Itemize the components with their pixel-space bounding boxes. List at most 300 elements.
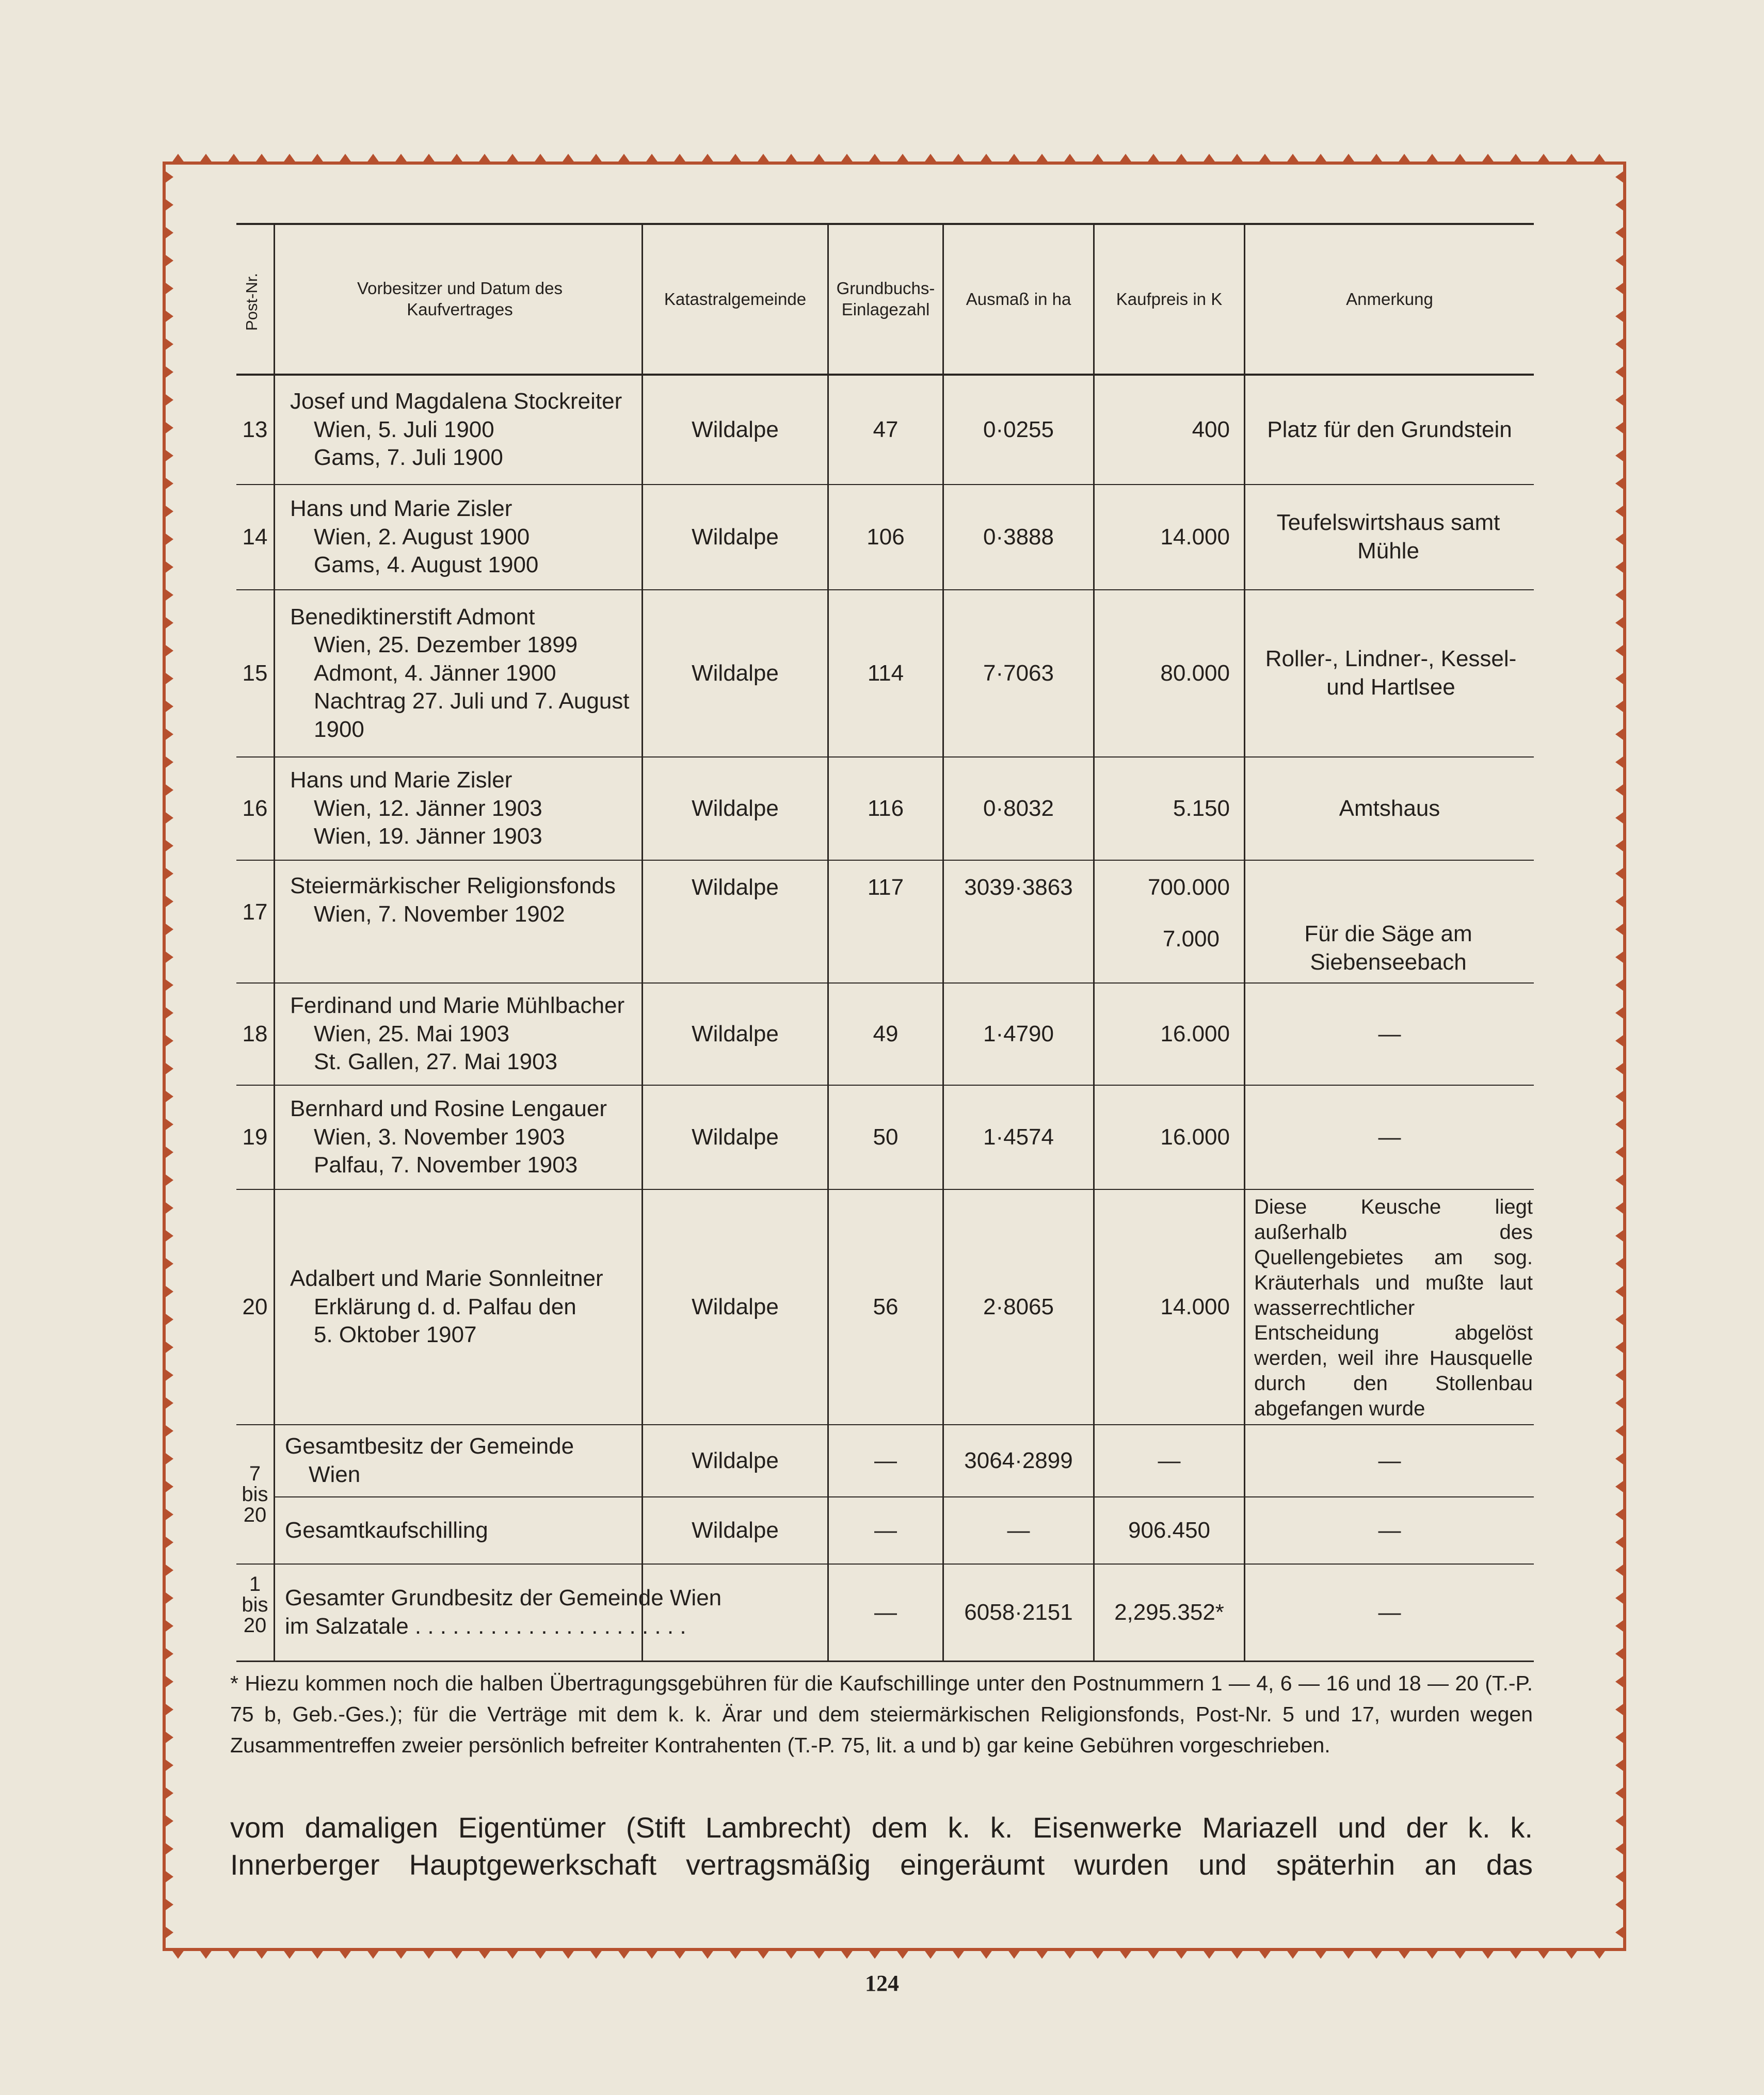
border-tooth: [1286, 1949, 1300, 1959]
border-tooth: [1175, 154, 1188, 163]
border-tooth: [1615, 1368, 1625, 1382]
row-19-k: 16.000: [1160, 1124, 1230, 1150]
border-tooth: [506, 154, 519, 163]
row-18-k: 16.000: [1160, 1021, 1230, 1046]
border-tooth: [164, 1703, 173, 1716]
border-tooth: [645, 1949, 659, 1959]
border-tooth: [283, 154, 296, 163]
row-19-vorbesitzer: Bernhard und Rosine Lengauer Wien, 3. November 1903 Palfau, 7. November 1903: [290, 1096, 607, 1178]
border-tooth: [952, 154, 965, 163]
border-tooth: [1615, 588, 1625, 602]
gesamtkaufschilling-note: —: [1378, 1517, 1401, 1543]
row-17-vorbesitzer: Steiermärkischer Religionsfonds Wien, 7. November 1902: [290, 873, 616, 927]
border-tooth: [1091, 1949, 1104, 1959]
border-tooth: [1615, 895, 1625, 908]
border-tooth: [534, 1949, 547, 1959]
border-tooth: [812, 154, 826, 163]
gesamtbesitz-katastral: Wildalpe: [692, 1447, 779, 1473]
border-tooth: [924, 1949, 937, 1959]
border-tooth: [1615, 170, 1625, 184]
row-16-vorbesitzer: Hans und Marie Zisler Wien, 12. Jänner 1903 Wien, 19. Jänner 1903: [290, 767, 542, 849]
border-tooth: [164, 1257, 173, 1270]
border-tooth: [164, 895, 173, 908]
border-tooth: [1615, 365, 1625, 379]
border-tooth: [1615, 1619, 1625, 1633]
row-15-ha: 7·7063: [983, 660, 1054, 686]
row-20-nr: 20: [242, 1294, 268, 1319]
row-20-ez: 56: [873, 1294, 899, 1319]
border-tooth: [1615, 421, 1625, 434]
border-tooth: [1370, 1949, 1383, 1959]
border-tooth: [1615, 1703, 1625, 1716]
border-tooth: [1537, 154, 1550, 163]
border-tooth: [1615, 1759, 1625, 1772]
border-tooth: [506, 1949, 519, 1959]
border-tooth: [422, 154, 436, 163]
row-20-ha: 2·8065: [983, 1294, 1054, 1319]
border-tooth: [1615, 1536, 1625, 1549]
border-tooth: [164, 1146, 173, 1159]
border-tooth: [1615, 1508, 1625, 1521]
row-18-note: —: [1378, 1021, 1401, 1046]
border-tooth: [164, 839, 173, 852]
border-tooth: [1175, 1949, 1188, 1959]
border-tooth: [164, 1536, 173, 1549]
border-tooth: [1453, 1949, 1467, 1959]
border-tooth: [1230, 154, 1244, 163]
border-tooth: [589, 154, 603, 163]
border-tooth: [164, 505, 173, 518]
border-tooth: [1593, 1949, 1606, 1959]
border-tooth: [478, 154, 491, 163]
border-tooth: [164, 1759, 173, 1772]
border-tooth: [283, 1949, 296, 1959]
border-tooth: [164, 393, 173, 407]
border-tooth: [164, 1452, 173, 1465]
border-tooth: [164, 1898, 173, 1911]
row-15-ez: 114: [867, 660, 904, 686]
border-tooth: [1615, 1173, 1625, 1187]
border-tooth: [164, 226, 173, 239]
border-tooth: [164, 1424, 173, 1438]
border-tooth: [1615, 1898, 1625, 1911]
row-19-nr: 19: [242, 1124, 268, 1150]
border-tooth: [164, 1564, 173, 1577]
border-tooth: [1615, 839, 1625, 852]
border-tooth: [164, 755, 173, 769]
table-bottom-rule: [236, 1661, 1534, 1662]
border-tooth: [1615, 1870, 1625, 1883]
border-tooth: [1615, 755, 1625, 769]
border-tooth: [164, 1341, 173, 1354]
border-tooth: [164, 1926, 173, 1939]
border-tooth: [164, 1647, 173, 1661]
border-tooth: [164, 310, 173, 323]
row-18-nr: 18: [242, 1021, 268, 1046]
row-20-note: Diese Keusche liegt außerhalb des Quellengebietes am sog. Kräuterhals und mußte laut wasserrechtlicher Entscheidung abgelöst werden, weil ihre Hausquelle durch den Stollenbau abgefangen wurde: [1254, 1196, 1533, 1420]
border-tooth: [164, 1842, 173, 1856]
footnote: * Hiezu kommen noch die halben Übertragungsgebühren für die Kaufschillinge unter den Postnummern 1 — 4, 6 — 16 und 18 — 20 (T.-P. 75 b, Geb.-Ges.); für die Verträge mit dem k. k. Ärar und dem steiermärkischen Religionsfonds, Post-Nr. 5 und 17, wurden wegen Zusammentreffen zweier persönlich befreiter Kontrahenten (T.-P. 75, lit. a und b) gar keine Gebühren vorgeschrieben.: [230, 1671, 1533, 1757]
header-grundbuch: Grundbuchs-Einlagezahl: [836, 279, 935, 319]
row-17-ez: 117: [867, 874, 904, 900]
border-tooth: [1258, 1949, 1272, 1959]
border-tooth: [1453, 154, 1467, 163]
border-tooth: [1481, 1949, 1495, 1959]
border-tooth: [1615, 560, 1625, 574]
border-tooth: [164, 811, 173, 825]
row-17-nr: 17: [242, 899, 268, 925]
range-7-bis-20: 7 bis 20: [242, 1462, 268, 1526]
row-16-note: Amtshaus: [1339, 795, 1440, 821]
border-tooth: [164, 533, 173, 546]
row-rule: [236, 860, 1534, 861]
border-tooth: [1615, 1006, 1625, 1020]
border-tooth: [164, 1368, 173, 1382]
border-tooth: [1615, 672, 1625, 685]
border-tooth: [1615, 1396, 1625, 1410]
gesamtkaufschilling-ha: —: [1007, 1517, 1030, 1543]
row-18-katastral: Wildalpe: [692, 1021, 779, 1046]
paragraph-line-2: Innerberger Hauptgewerkschaft vertragsmäßig eingeräumt wurden und späterhin an das: [230, 1848, 1533, 1881]
row-15-k: 80.000: [1160, 660, 1230, 686]
border-tooth: [164, 365, 173, 379]
border-tooth: [534, 154, 547, 163]
paragraph-line-1: vom damaligen Eigentümer (Stift Lambrecht) dem k. k. Eisenwerke Mariazell und der k. k.: [230, 1811, 1533, 1844]
border-tooth: [164, 1062, 173, 1075]
border-tooth: [339, 1949, 352, 1959]
border-tooth: [164, 950, 173, 964]
row-14-ez: 106: [867, 524, 905, 550]
border-tooth: [164, 1675, 173, 1688]
page-number: 124: [865, 1971, 899, 1996]
gesamter-grundbesitz-ha: 6058·2151: [964, 1599, 1073, 1625]
border-tooth: [450, 1949, 463, 1959]
row-15-nr: 15: [242, 660, 268, 686]
border-tooth: [1565, 154, 1578, 163]
border-tooth: [1091, 154, 1104, 163]
row-17-k: 700.000: [1147, 874, 1230, 900]
border-tooth: [1615, 1341, 1625, 1354]
border-tooth: [1615, 644, 1625, 657]
border-tooth: [199, 154, 213, 163]
header-anmerkung: Anmerkung: [1346, 289, 1433, 309]
border-tooth: [980, 154, 993, 163]
border-tooth: [164, 337, 173, 351]
border-tooth: [952, 1949, 965, 1959]
border-tooth: [164, 1090, 173, 1103]
row-20-katastral: Wildalpe: [692, 1294, 779, 1319]
border-tooth: [1007, 1949, 1021, 1959]
border-tooth: [1286, 154, 1300, 163]
border-tooth: [164, 867, 173, 880]
border-tooth: [255, 1949, 268, 1959]
border-tooth: [164, 1786, 173, 1800]
border-tooth: [1615, 950, 1625, 964]
row-17-k2: 7.000: [1162, 926, 1220, 952]
gesamtbesitz-k: —: [1158, 1447, 1181, 1473]
border-tooth: [164, 421, 173, 434]
row-17-katastral: Wildalpe: [692, 874, 779, 900]
gesamtkaufschilling-ez: —: [874, 1517, 897, 1543]
border-tooth: [164, 783, 173, 797]
border-tooth: [1314, 1949, 1327, 1959]
gesamter-grundbesitz-k: 2,295.352*: [1114, 1599, 1224, 1625]
gesamter-grundbesitz-note: —: [1378, 1599, 1401, 1625]
border-tooth: [1615, 533, 1625, 546]
border-tooth: [1615, 1201, 1625, 1215]
gesamter-grundbesitz-label: Gesamter Grundbesitz der Gemeinde Wien im Salzatale . . . . . . . . . . . . . . . . . . . . . .: [285, 1585, 722, 1639]
border-tooth: [729, 154, 742, 163]
row-19-ez: 50: [873, 1124, 899, 1150]
border-tooth: [1615, 978, 1625, 992]
border-tooth: [812, 1949, 826, 1959]
gesamter-grundbesitz-ez: —: [874, 1599, 897, 1625]
border-tooth: [1007, 154, 1021, 163]
border-tooth: [164, 560, 173, 574]
border-tooth: [868, 154, 881, 163]
gesamtbesitz-ez: —: [874, 1447, 897, 1473]
border-tooth: [1615, 226, 1625, 239]
row-18-ha: 1·4790: [983, 1021, 1054, 1046]
border-tooth: [1119, 1949, 1132, 1959]
row-16-k: 5.150: [1173, 795, 1230, 821]
row-13-vorbesitzer: Josef und Magdalena Stockreiter Wien, 5. Juli 1900 Gams, 7. Juli 1900: [290, 389, 622, 471]
gesamtkaufschilling-k: 906.450: [1128, 1517, 1211, 1543]
border-tooth: [1398, 154, 1411, 163]
border-tooth: [227, 154, 240, 163]
border-tooth: [164, 700, 173, 713]
border-tooth: [1615, 393, 1625, 407]
row-19-note: —: [1378, 1124, 1401, 1150]
border-tooth: [164, 1480, 173, 1493]
border-tooth: [1593, 154, 1606, 163]
border-tooth: [199, 1949, 213, 1959]
border-tooth: [1615, 1591, 1625, 1605]
border-tooth: [1615, 1146, 1625, 1159]
border-tooth: [1615, 1090, 1625, 1103]
border-tooth: [164, 1814, 173, 1828]
border-tooth: [164, 1396, 173, 1410]
border-tooth: [311, 1949, 324, 1959]
range-1-bis-20: 1 bis 20: [242, 1573, 268, 1637]
border-tooth: [1147, 1949, 1160, 1959]
row-14-note: Teufelswirtshaus samt Mühle: [1276, 510, 1500, 563]
gesamtbesitz-label: Gesamtbesitz der Gemeinde Wien: [285, 1433, 574, 1487]
border-tooth: [1615, 616, 1625, 630]
border-tooth: [1615, 783, 1625, 797]
border-tooth: [673, 154, 686, 163]
border-tooth: [617, 1949, 631, 1959]
border-tooth: [1425, 154, 1439, 163]
border-tooth: [868, 1949, 881, 1959]
border-tooth: [164, 923, 173, 936]
border-tooth: [1035, 154, 1049, 163]
border-tooth: [1565, 1949, 1578, 1959]
header-vorbesitzer: Vorbesitzer und Datum des Kaufvertrages: [357, 279, 563, 319]
border-tooth: [171, 154, 185, 163]
border-tooth: [1615, 449, 1625, 462]
row-16-katastral: Wildalpe: [692, 795, 779, 821]
border-tooth: [311, 154, 324, 163]
border-tooth: [1615, 282, 1625, 295]
border-tooth: [164, 978, 173, 992]
header-post-nr: Post-Nr.: [243, 273, 261, 331]
border-tooth: [164, 1285, 173, 1298]
border-tooth: [164, 616, 173, 630]
border-tooth: [164, 254, 173, 267]
border-tooth: [450, 154, 463, 163]
border-tooth: [1615, 1313, 1625, 1326]
border-tooth: [1615, 1062, 1625, 1075]
border-tooth: [1615, 198, 1625, 212]
gesamtkaufschilling-label: Gesamtkaufschilling: [285, 1517, 488, 1543]
border-tooth: [339, 154, 352, 163]
border-tooth: [1509, 154, 1522, 163]
border-tooth: [701, 154, 714, 163]
row-19-katastral: Wildalpe: [692, 1124, 779, 1150]
border-tooth: [729, 1949, 742, 1959]
border-tooth: [1615, 1229, 1625, 1243]
border-tooth: [1615, 1786, 1625, 1800]
border-tooth: [701, 1949, 714, 1959]
row-15-vorbesitzer: Benediktinerstift Admont Wien, 25. Dezember 1899 Admont, 4. Jänner 1900 Nachtrag 27. Juli und 7. August 1900: [290, 604, 630, 742]
border-tooth: [1119, 154, 1132, 163]
border-tooth: [1615, 1424, 1625, 1438]
header-kaufpreis: Kaufpreis in K: [1116, 289, 1223, 309]
border-tooth: [164, 1870, 173, 1883]
border-tooth: [1537, 1949, 1550, 1959]
border-tooth: [757, 1949, 770, 1959]
row-17-note: Für die Säge am Siebenseebach: [1304, 921, 1472, 975]
border-tooth: [164, 282, 173, 295]
border-tooth: [1230, 1949, 1244, 1959]
border-tooth: [164, 1508, 173, 1521]
border-tooth: [164, 1313, 173, 1326]
row-13-ha: 0·0255: [983, 416, 1054, 442]
row-17-ha: 3039·3863: [964, 874, 1073, 900]
border-tooth: [1615, 1647, 1625, 1661]
border-tooth: [1147, 154, 1160, 163]
border-tooth: [164, 1006, 173, 1020]
border-tooth: [1063, 1949, 1077, 1959]
row-16-ha: 0·8032: [983, 795, 1054, 821]
border-tooth: [164, 728, 173, 741]
row-18-vorbesitzer: Ferdinand und Marie Mühlbacher Wien, 25. Mai 1903 St. Gallen, 27. Mai 1903: [290, 993, 625, 1075]
border-tooth: [255, 154, 268, 163]
border-tooth: [1615, 923, 1625, 936]
gesamtkaufschilling-katastral: Wildalpe: [692, 1517, 779, 1543]
row-14-vorbesitzer: Hans und Marie Zisler Wien, 2. August 1900 Gams, 4. August 1900: [290, 496, 539, 578]
border-tooth: [164, 477, 173, 490]
border-tooth: [227, 1949, 240, 1959]
row-14-nr: 14: [242, 524, 268, 550]
border-tooth: [896, 1949, 909, 1959]
row-13-ez: 47: [873, 416, 899, 442]
row-19-ha: 1·4574: [983, 1124, 1054, 1150]
border-tooth: [164, 1591, 173, 1605]
border-tooth: [1342, 154, 1355, 163]
border-tooth: [164, 198, 173, 212]
border-tooth: [1615, 1257, 1625, 1270]
header-katastralgemeinde: Katastralgemeinde: [664, 289, 807, 309]
border-tooth: [1615, 1480, 1625, 1493]
border-tooth: [617, 154, 631, 163]
border-tooth: [1398, 1949, 1411, 1959]
border-tooth: [1615, 700, 1625, 713]
border-tooth: [562, 154, 575, 163]
row-13-k: 400: [1192, 416, 1230, 442]
border-tooth: [1615, 1118, 1625, 1131]
border-tooth: [1615, 728, 1625, 741]
border-tooth: [1615, 867, 1625, 880]
header-ausmass: Ausmaß in ha: [966, 289, 1071, 309]
border-tooth: [1370, 154, 1383, 163]
border-tooth: [840, 1949, 854, 1959]
border-tooth: [1615, 1675, 1625, 1688]
border-tooth: [164, 588, 173, 602]
border-tooth: [673, 1949, 686, 1959]
row-20-vorbesitzer: Adalbert und Marie Sonnleitner Erklärung d. d. Palfau den 5. Oktober 1907: [290, 1266, 603, 1348]
border-tooth: [164, 170, 173, 184]
border-tooth: [164, 1731, 173, 1744]
row-13-katastral: Wildalpe: [692, 416, 779, 442]
border-tooth: [171, 1949, 185, 1959]
border-tooth: [1258, 154, 1272, 163]
border-tooth: [784, 1949, 798, 1959]
border-tooth: [1615, 477, 1625, 490]
border-tooth: [1615, 505, 1625, 518]
border-tooth: [980, 1949, 993, 1959]
row-13-nr: 13: [242, 416, 268, 442]
border-tooth: [589, 1949, 603, 1959]
border-tooth: [924, 154, 937, 163]
body-paragraph: [230, 1809, 1533, 1883]
border-tooth: [164, 1619, 173, 1633]
border-tooth: [645, 154, 659, 163]
border-tooth: [366, 1949, 380, 1959]
col-rule-1: [274, 223, 275, 1661]
border-tooth: [1425, 1949, 1439, 1959]
row-20-k: 14.000: [1160, 1294, 1230, 1319]
row-15-katastral: Wildalpe: [692, 660, 779, 686]
border-tooth: [1202, 1949, 1216, 1959]
border-tooth: [164, 449, 173, 462]
border-tooth: [394, 1949, 408, 1959]
border-tooth: [1202, 154, 1216, 163]
row-16-ez: 116: [867, 795, 904, 821]
border-tooth: [164, 1201, 173, 1215]
border-tooth: [1615, 811, 1625, 825]
border-tooth: [394, 154, 408, 163]
border-tooth: [1615, 1452, 1625, 1465]
border-tooth: [1615, 254, 1625, 267]
border-tooth: [1615, 310, 1625, 323]
border-tooth: [1481, 154, 1495, 163]
row-14-katastral: Wildalpe: [692, 524, 779, 550]
border-tooth: [1615, 1034, 1625, 1048]
border-tooth: [164, 1118, 173, 1131]
border-tooth: [896, 154, 909, 163]
row-14-k: 14.000: [1160, 524, 1230, 550]
border-tooth: [1615, 1564, 1625, 1577]
border-tooth: [757, 154, 770, 163]
border-tooth: [1615, 1285, 1625, 1298]
border-tooth: [1342, 1949, 1355, 1959]
gesamtbesitz-ha: 3064·2899: [964, 1447, 1073, 1473]
border-tooth: [1615, 337, 1625, 351]
border-tooth: [1615, 1926, 1625, 1939]
border-tooth: [1615, 1814, 1625, 1828]
